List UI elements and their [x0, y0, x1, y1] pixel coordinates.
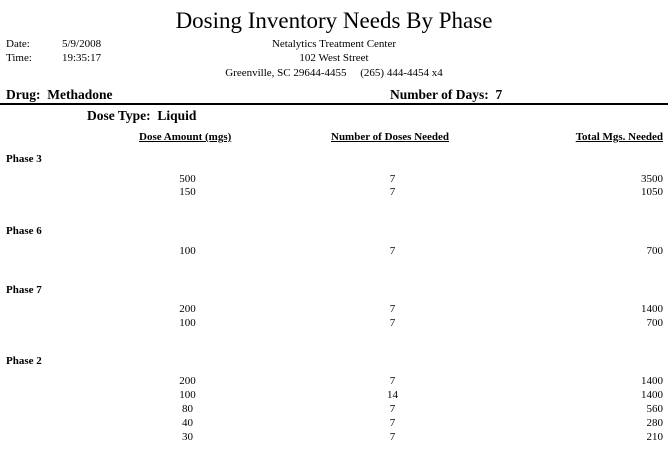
- phase-heading: Phase 3: [6, 153, 42, 165]
- date-label: Date:: [6, 38, 30, 50]
- days-line: [390, 87, 502, 103]
- days-label: Number of Days:: [390, 87, 489, 102]
- column-header-doses-needed: Number of Doses Needed: [331, 131, 450, 143]
- phase-heading: Phase 6: [6, 225, 42, 237]
- dose-amount-cell: 80: [182, 403, 193, 415]
- doses-needed-cell: 7: [389, 417, 396, 429]
- doses-needed-cell: 7: [389, 431, 396, 443]
- doses-needed-cell: 7: [389, 375, 396, 387]
- dose-amount-cell: 500: [179, 173, 196, 185]
- total-mgs-cell: 3500: [641, 173, 663, 185]
- total-mgs-cell: 560: [646, 403, 663, 415]
- phase-heading: Phase 7: [6, 284, 42, 296]
- report-title: Dosing Inventory Needs By Phase: [175, 8, 493, 33]
- dose-amount-cell: 200: [179, 303, 196, 315]
- doses-needed-cell: 7: [389, 303, 396, 315]
- dose-amount-cell: 100: [179, 317, 196, 329]
- org-city: Greenville, SC 29644-4455: [225, 67, 347, 79]
- dose-amount-cell: 200: [179, 375, 196, 387]
- org-address-line: [0, 66, 668, 80]
- doses-needed-cell: 14: [387, 389, 398, 401]
- drug-value: Methadone: [47, 87, 113, 102]
- time-label: Time:: [6, 52, 32, 64]
- time-value: 19:35:17: [62, 52, 102, 64]
- doses-needed-cell: 7: [389, 317, 396, 329]
- column-header-total-mgs: Total Mgs. Needed: [575, 131, 663, 143]
- doses-needed-cell: 7: [389, 245, 396, 257]
- org-phone: (265) 444-4454 x4: [360, 67, 443, 79]
- doses-needed-cell: 7: [389, 173, 396, 185]
- dose-amount-cell: 30: [182, 431, 193, 443]
- dose-type-value: Liquid: [157, 108, 197, 123]
- column-header-dose-amount: Dose Amount (mgs): [139, 131, 232, 143]
- doses-needed-cell: 7: [389, 403, 396, 415]
- dose-amount-cell: 150: [179, 186, 196, 198]
- phase-heading: Phase 2: [6, 355, 42, 367]
- drug-line: [6, 87, 113, 103]
- days-value: 7: [495, 87, 503, 102]
- total-mgs-cell: 1400: [641, 375, 663, 387]
- total-mgs-cell: 280: [646, 417, 663, 429]
- doses-needed-cell: 7: [389, 186, 396, 198]
- total-mgs-cell: 210: [646, 431, 663, 443]
- org-name: Netalytics Treatment Center: [271, 38, 397, 50]
- total-mgs-cell: 1050: [641, 186, 663, 198]
- dose-amount-cell: 100: [179, 245, 196, 257]
- header-divider: [0, 103, 668, 105]
- dose-type-line: [87, 108, 196, 124]
- total-mgs-cell: 1400: [641, 303, 663, 315]
- dose-amount-cell: 40: [182, 417, 193, 429]
- dose-type-label: Dose Type:: [87, 108, 151, 123]
- date-value: 5/9/2008: [62, 38, 102, 50]
- dose-amount-cell: 100: [179, 389, 196, 401]
- drug-label: Drug:: [6, 87, 41, 102]
- total-mgs-cell: 700: [646, 245, 663, 257]
- org-street: 102 West Street: [299, 52, 369, 64]
- total-mgs-cell: 700: [646, 317, 663, 329]
- total-mgs-cell: 1400: [641, 389, 663, 401]
